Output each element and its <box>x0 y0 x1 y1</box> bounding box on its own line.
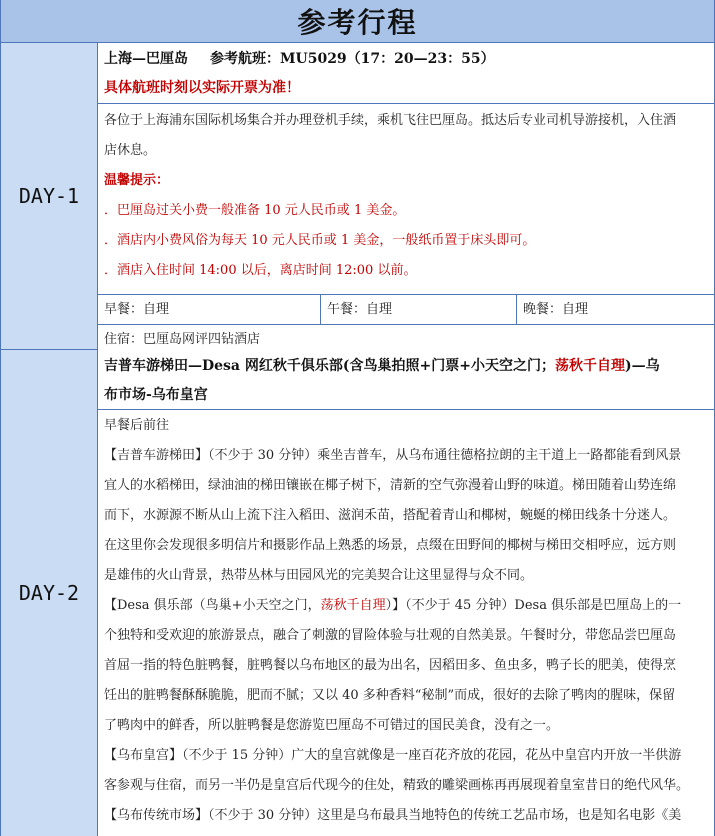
day2-line: 【乌布传统市场】（不少于 30 分钟）这里是乌布最具当地特色的传统工艺品市场，也是知名电影《美 <box>104 808 682 823</box>
day1-breakfast: 早餐：自理 <box>104 302 170 317</box>
day2-line: 【吉普车游梯田】（不少于 30 分钟）乘坐吉普车，从乌布通往德格拉朗的主干道上一路都能看到风景 <box>104 448 682 463</box>
day1-meals <box>98 295 714 325</box>
day2-line: 宜人的水稻梯田，绿油油的梯田镶嵌在椰子树下，清新的空气弥漫着山野的味道。梯田随着山势连绵 <box>104 478 677 493</box>
day1-label: DAY-1 <box>1 43 98 350</box>
day2-description <box>98 410 714 831</box>
day1-tip: ．巴厘岛过关小费一般准备 10 元人民币或 1 美金。 <box>104 203 406 218</box>
day1-desc-line: 店休息。 <box>104 143 157 158</box>
day2-line: 首屈一指的特色脏鸭餐，脏鸭餐以乌布地区的最为出名，因稻田多、鱼虫多，鸭子长的肥美，使得烹 <box>104 658 677 673</box>
day2-line: 【Desa 俱乐部（鸟巢+小天空之门，荡秋千自理）】（不少于 45 分钟）Desa 俱乐部是巴厘岛上的一 <box>104 598 682 613</box>
day2-line: 个独特和受欢迎的旅游景点，融合了刺激的冒险体验与壮观的自然美景。午餐时分，带您品尝巴厘岛 <box>104 628 677 643</box>
day1-tip: ．酒店入住时间 14:00 以后，离店时间 12:00 以前。 <box>104 263 417 278</box>
day2-header <box>98 350 714 410</box>
day1-lunch: 午餐：自理 <box>320 295 516 324</box>
day2-swing-note: 荡秋千自理 <box>554 358 625 374</box>
day1-hotel: 住宿：巴厘岛网评四钻酒店 <box>104 332 261 347</box>
day1-content <box>98 43 714 349</box>
day1-tip: ．酒店内小费风俗为每天 10 元人民币或 1 美金，一般纸币置于床头即可。 <box>104 233 536 248</box>
day1-description <box>98 104 714 295</box>
day2-line: 早餐后前往 <box>104 418 170 433</box>
day1-flight: 参考航班：MU5029（17：20—23：55） <box>210 51 495 67</box>
day2-label: DAY-2 <box>1 350 98 836</box>
day2-line: 是雄伟的火山背景，热带丛林与田园风光的完美契合让这里显得与众不同。 <box>104 568 534 583</box>
day1-header <box>98 43 714 73</box>
day2-line: 客参观与住宿，而另一半仍是皇宫后代现今的住处，精致的雕梁画栋再再展现着皇室昔日的绝代风华。 <box>104 778 690 793</box>
day2-line: 在这里你会发现很多明信片和摄影作品上熟悉的场景，点缀在田野间的椰树与梯田交相呼应，远方则 <box>104 538 677 553</box>
day1-tips-title: 温馨提示： <box>104 173 170 188</box>
day1-dinner: 晚餐：自理 <box>516 295 714 324</box>
page-title: 参考行程 <box>1 0 714 43</box>
day2-line: 而下，水源源不断从山上流下注入稻田、滋润禾苗，搭配着青山和椰树，蜿蜒的梯田线条十分迷人。 <box>104 508 677 523</box>
day1-notice: 具体航班时刻以实际开票为准！ <box>98 73 714 104</box>
day1-route: 上海—巴厘岛 <box>104 51 188 67</box>
day2-header-line: 布市场-乌布皇宫 <box>104 387 208 403</box>
day2-content <box>98 350 714 831</box>
day2-swing-note: 荡秋千自理 <box>320 598 386 613</box>
day2-header-line: 吉普车游梯田—Desa 网红秋千俱乐部(含鸟巢拍照+门票+小天空之门；荡秋千自理)—乌 <box>104 358 660 374</box>
day1-desc-line: 各位于上海浦东国际机场集合并办理登机手续，乘机飞往巴厘岛。抵达后专业司机导游接机，入住酒 <box>104 113 677 128</box>
day2-line: 了鸭肉中的鲜香，所以脏鸭餐是您游览巴厘岛不可错过的国民美食，没有之一。 <box>104 718 560 733</box>
day2-line: 【乌布皇宫】（不少于 15 分钟）广大的皇宫就像是一座百花齐放的花园，花丛中皇宫内开放一半供游 <box>104 748 682 763</box>
day2-line: 饪出的脏鸭餐酥酥脆脆，肥而不腻；又以 40 多种香料“秘制”而成，很好的去除了鸭肉的腥味，保留 <box>104 688 676 703</box>
